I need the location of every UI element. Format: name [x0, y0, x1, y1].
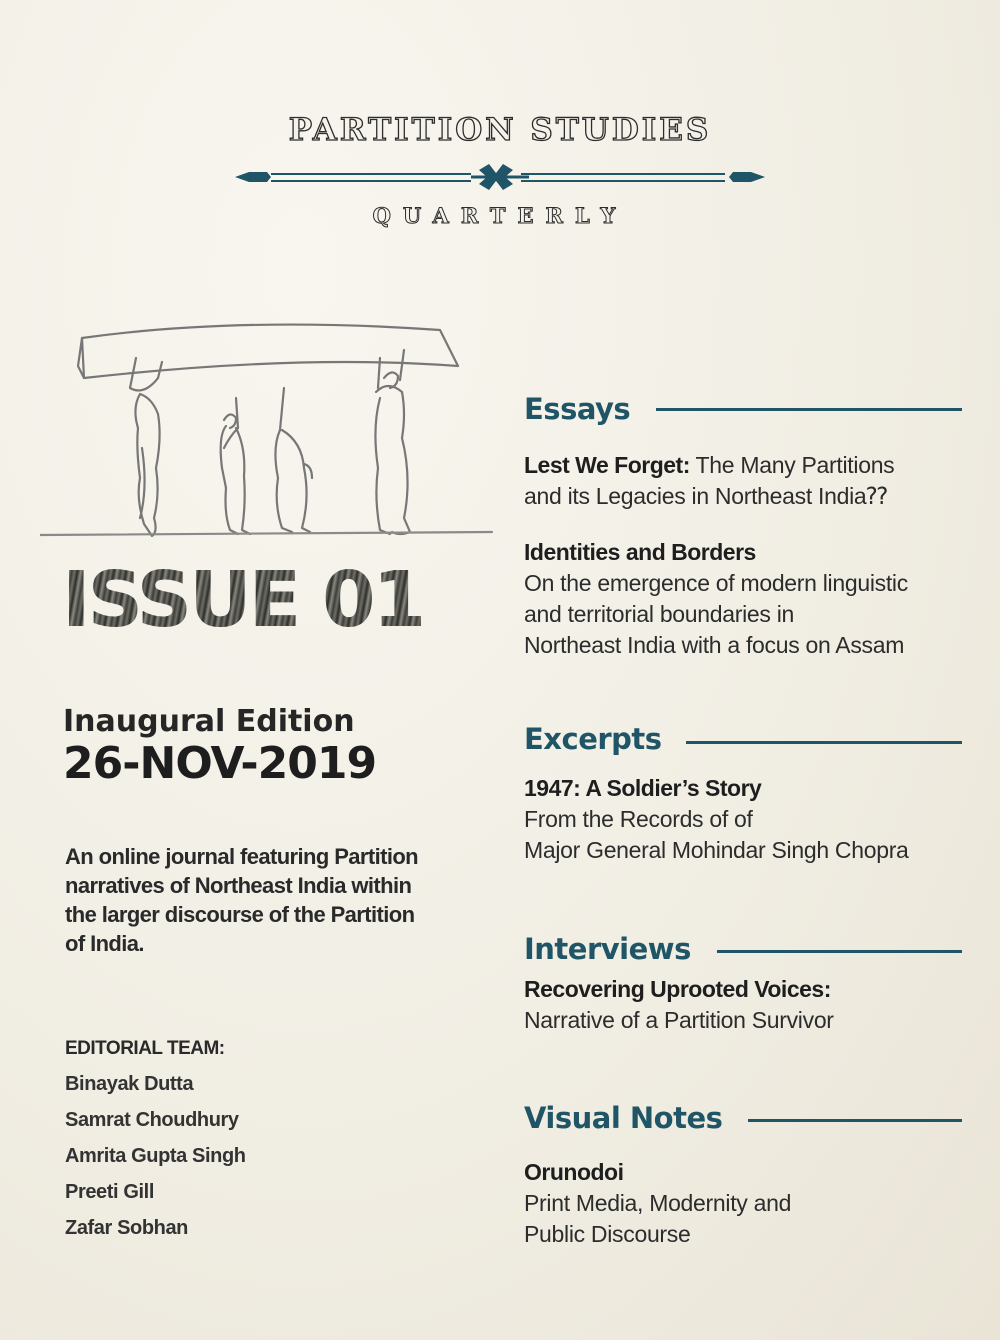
section-heading-excerpts: Excerpts [524, 722, 662, 756]
issue-number: ISSUE 01 [62, 556, 424, 645]
visual-note-desc: Print Media, Modernity and [524, 1190, 792, 1216]
editorial-team-heading: EDITORIAL TEAM: [65, 1038, 225, 1059]
essay-title: Identities and Borders [524, 539, 756, 565]
visual-note-desc: Public Discourse [524, 1221, 691, 1247]
excerpt-title: 1947: A Soldier’s Story [524, 775, 762, 801]
visual-note-title: Orunodoi [524, 1159, 624, 1185]
boat-carriers-illustration [40, 318, 500, 548]
essay-desc: The Many Partitions [689, 452, 895, 478]
essay-desc: and territorial boundaries in [524, 601, 795, 627]
journal-intro: An online journal featuring Partition narratives of Northeast India within the larger discourse of the Partition of India. [65, 844, 419, 956]
section-rule [717, 950, 962, 953]
essay-desc: Northeast India with a focus on Assam [524, 632, 905, 658]
essay-desc: and its Legacies in Northeast India⁇ [524, 483, 888, 509]
section-rule [656, 408, 962, 411]
essay-item[interactable] [524, 450, 964, 512]
visual-note-item[interactable] [524, 1157, 964, 1250]
section-heading-visual-notes: Visual Notes [524, 1101, 723, 1135]
essay-desc: On the emergence of modern linguistic [524, 570, 908, 596]
excerpt-item[interactable] [524, 773, 964, 866]
masthead-ornament-divider [235, 160, 765, 196]
section-heading-essays: Essays [524, 392, 631, 426]
editor-name: Amrita Gupta Singh [65, 1145, 246, 1167]
section-rule [748, 1119, 962, 1122]
interview-title: Recovering Uprooted Voices: [524, 976, 831, 1002]
excerpt-desc: Major General Mohindar Singh Chopra [524, 837, 909, 863]
section-heading-interviews: Interviews [524, 932, 691, 966]
masthead-subtitle: QUARTERLY [372, 203, 628, 228]
excerpt-desc: From the Records of of [524, 806, 753, 832]
essay-title: Lest We Forget: [524, 452, 690, 478]
edition-date: 26-NOV-2019 [63, 738, 377, 789]
editor-name: Binayak Dutta [65, 1073, 194, 1095]
editor-name: Preeti Gill [65, 1181, 154, 1203]
masthead-title: PARTITION STUDIES [288, 112, 712, 148]
edition-label: Inaugural Edition [63, 704, 355, 739]
essay-item[interactable] [524, 537, 964, 661]
interview-desc: Narrative of a Partition Survivor [524, 1007, 834, 1033]
section-rule [686, 741, 962, 744]
editor-name: Samrat Choudhury [65, 1109, 239, 1131]
editor-name: Zafar Sobhan [65, 1217, 188, 1239]
interview-item[interactable] [524, 974, 964, 1036]
